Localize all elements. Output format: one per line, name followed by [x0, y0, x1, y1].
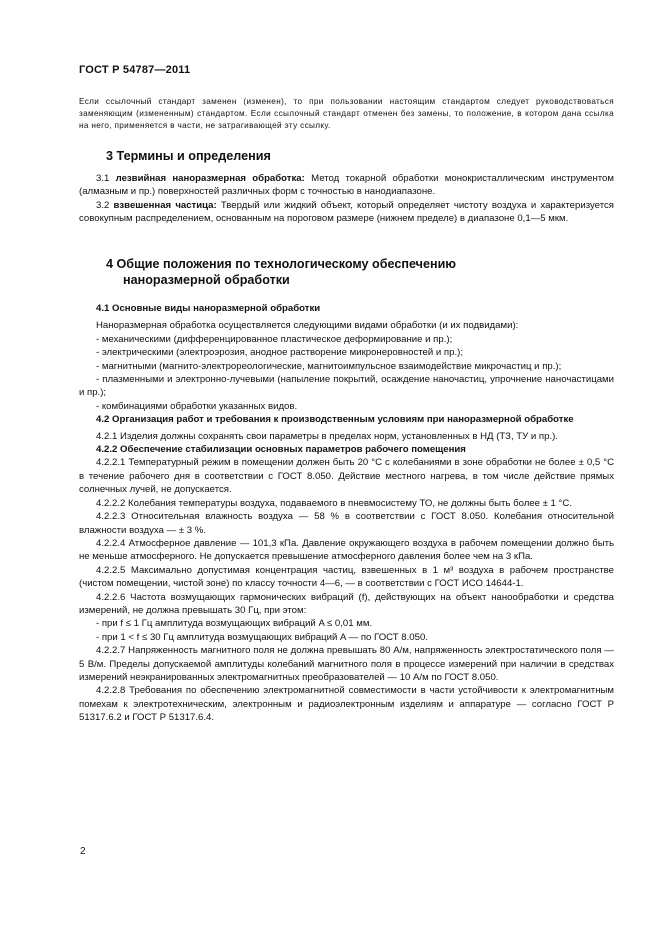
list-item: - при 1 < f ≤ 30 Гц амплитуда возмущающих вибраций A — по ГОСТ 8.050. [96, 631, 428, 643]
document-header: ГОСТ Р 54787—2011 [79, 64, 191, 76]
list-item: - электрическими (электроэрозия, анодное растворение микронеровностей и пр.); [96, 347, 463, 359]
list-item: - плазменными и электронно-лучевыми (напыление покрытий, осаждение наночастиц, упрочнение наночастицами и пр.); [79, 374, 614, 399]
intro-paragraph: Если ссылочный стандарт заменен (изменен), то при пользовании настоящим стандартом следует руководствоваться заменяющим (измененным) стандартом. Если ссылочный стандарт отменен без замены, то положение, в котором дана ссылка на него, применяется в части, не затрагивающей эту ссылку. [79, 97, 614, 130]
section-4-title-line1: 4 Общие положения по технологическому обеспечению [106, 257, 457, 271]
section-4-2-title: 4.2 Организация работ и требования к производственным условиям при наноразмерной обработке [96, 414, 574, 426]
section-4-2-2-title: 4.2.2 Обеспечение стабилизации основных параметров рабочего помещения [96, 444, 466, 456]
clause-4-2-2-7: 4.2.2.7 Напряженность магнитного поля не должна превышать 80 А/м, напряженность электростатического поля — 5 В/м. Пределы допускаемой амплитуды колебаний магнитного поля в процессе измерений при наличии в средствах измерений неэкранированных электромагнитных преобразователей — 10 А/м по ГОСТ 8.050. [79, 645, 614, 683]
section-3-body [79, 172, 614, 226]
term-3-1-def: Метод токарной обработки монокристаллическим инструментом (алмазным и пр.) поверхностей различных форм с точностью в нанодиапазоне. [79, 173, 614, 198]
clause-4-2-2-1: 4.2.2.1 Температурный режим в помещении должен быть 20 °С с колебаниями в зоне обработки не более ± 0,5 °С в течение рабочего дня в соответствии с ГОСТ 8.050. Действие местного нагрева, в том числе действие прямых солнечных лучей, не допускается. [79, 457, 614, 496]
term-3-2-num: 3.2 [96, 199, 110, 211]
term-3-2-term: взвешенная частица: [113, 199, 217, 211]
clause-4-2-2-8: 4.2.2.8 Требования по обеспечению электромагнитной совместимости в части устойчивости к электромагнитным помехам к электротехническим, электронным и радиоэлектронным изделиям и аппаратуре — согласно ГОСТ Р 51317.6.2 и ГОСТ Р 51317.6.4. [79, 685, 614, 724]
clause-4-2-2-4: 4.2.2.4 Атмосферное давление — 101,3 кПа. Давление окружающего воздуха в рабочем помещении должно быть не меньше атмосферного. Не допускается превышение атмосферного давления более чем на 3 кПа. [79, 537, 614, 563]
section-3 [106, 148, 614, 164]
list-item: - при f ≤ 1 Гц амплитуда возмущающих вибраций A ≤ 0,01 мм. [96, 618, 373, 630]
section-4-body [79, 302, 614, 725]
section-4-1-title: 4.1 Основные виды наноразмерной обработки [96, 303, 321, 314]
clause-4-2-2-2: 4.2.2.2 Колебания температуры воздуха, подаваемого в пневмосистему ТО, не должны быть более ± 1 °С. [96, 497, 572, 509]
page-number: 2 [80, 846, 86, 857]
term-3-1-num: 3.1 [96, 173, 110, 184]
list-item: - механическими (дифференцированное пластическое деформирование и пр.); [96, 333, 453, 345]
section-4-title-line2: наноразмерной обработки [123, 273, 290, 287]
clause-4-2-2-5: 4.2.2.5 Максимально допустимая концентрация частиц, взвешенных в 1 м³ воздуха в рабочем пространстве (чистом помещении, чистой зоне) по классу точности 4—6, — в соответствии с ГОСТ ИСО 14644-1. [79, 564, 614, 590]
list-item: - магнитными (магнито-электрореологические, магнитоимпульсное взаимодействие микрочастиц и пр.); [96, 360, 562, 372]
term-3-1 [79, 172, 614, 199]
term-3-2-def: Твердый или жидкий объект, который определяет чистоту воздуха и характеризуется совокупным распределением, основанным на пороговом размере (нижнем пределе) в диапазоне 0,1—5 мкм. [79, 199, 614, 225]
term-3-2 [79, 199, 614, 226]
section-4-1-intro: Наноразмерная обработка осуществляется следующими видами обработки (и их подвидами): [96, 320, 519, 332]
clause-4-2-1: 4.2.1 Изделия должны сохранять свои параметры в пределах норм, установленных в НД (ТЗ, ТУ и пр.). [96, 430, 558, 442]
term-3-1-term: лезвийная наноразмерная обработка: [115, 173, 305, 184]
section-4-title-block [106, 256, 614, 288]
clause-4-2-2-6: 4.2.2.6 Частота возмущающих гармонических вибраций (f), действующих на объект нанообработки и средства измерений, не должна превышать 30 Гц, при этом: [79, 591, 614, 616]
list-item: - комбинациями обработки указанных видов. [96, 400, 298, 412]
clause-4-2-2-3: 4.2.2.3 Относительная влажность воздуха — 58 % в соответствии с ГОСТ 8.050. Колебания относительной влажности воздуха — ± 3 %. [79, 511, 614, 536]
section-3-title: 3 Термины и определения [106, 149, 271, 163]
